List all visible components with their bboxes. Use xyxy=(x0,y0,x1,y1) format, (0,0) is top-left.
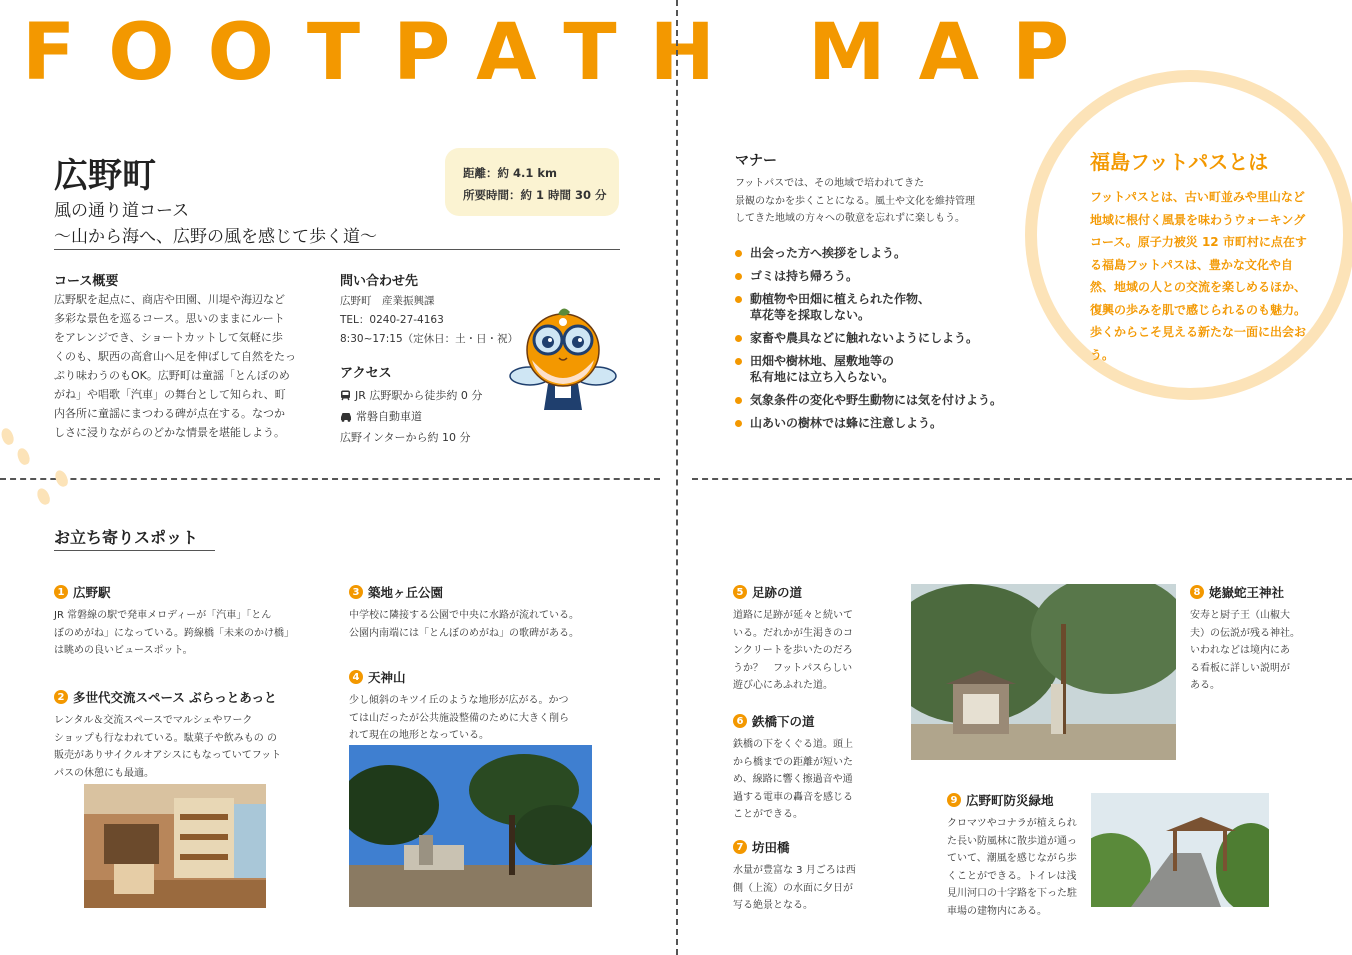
mascot-character xyxy=(508,300,618,418)
spot-title: 多世代交流スペース ぶらっとあっと xyxy=(73,690,277,705)
spot-title: 広野町防災緑地 xyxy=(966,793,1054,808)
course-subtitle: 〜山から海へ、広野の風を感じて歩く道〜 xyxy=(54,227,377,247)
fold-line-left xyxy=(0,478,660,480)
divider xyxy=(54,249,620,250)
page-title: FOOTPATH MAP xyxy=(22,8,1103,98)
spot-number: 3 xyxy=(349,585,363,599)
town-name: 広野町 xyxy=(54,156,156,196)
spot-item: 3 築地ヶ丘公園 中学校に隣接する公園で中央に水路が流れている。 公園内南端には「とんぼのめがね」の歌碑がある。 xyxy=(349,585,579,639)
access-train: JR 広野駅から徒歩約 0 分 xyxy=(355,389,483,402)
photo-green-belt xyxy=(1091,793,1269,907)
photo-tenjinyama xyxy=(349,745,592,907)
spots-heading: お立ち寄りスポット xyxy=(54,528,199,547)
bullet-icon xyxy=(735,358,742,365)
access-heading: アクセス xyxy=(340,366,392,381)
spot-item: 6 鉄橋下の道 鉄橋の下をくぐる道。頭上 から橋までの距離が短いた め、線路に響く擦過音や通 過する電車の轟音を感じる ことができる。 xyxy=(733,714,853,820)
bullet-icon xyxy=(735,397,742,404)
manners-intro: フットパスでは、その地域で培われてきた 景観のなかを歩くことになる。風土や文化を維持管理 してきた地域の方々への敬意を忘れずに楽しもう。 xyxy=(735,178,975,224)
manner-item: ゴミは持ち帰ろう。 xyxy=(735,268,1002,284)
spot-number: 2 xyxy=(54,690,68,704)
spot-number: 8 xyxy=(1190,585,1204,599)
bullet-icon xyxy=(735,273,742,280)
manners-list xyxy=(735,245,1002,438)
spot-item: 5 足跡の道 道路に足跡が延々と続いて いる。だれかが生渇きのコ ンクリートを歩いたのだろ うか？ フットパスらしい 遊び心にあふれた道。 xyxy=(733,585,853,691)
access-details xyxy=(340,385,482,448)
about-heading: 福島フットパスとは xyxy=(1090,150,1269,174)
spot-item: 9 広野町防災緑地 クロマツやコナラが植えられ た長い防風林に散歩道が通っ ていて、潮風を感じながら歩 くことができる。トイレは浅 見川河口の十字路を下った駐 車場の建物内にある。 xyxy=(947,793,1077,917)
about-text: フットパスとは、古い町並みや里山など地域に根付く風景を味わうウォーキングコース。原子力被災 12 市町村に点在する福島フットパスは、豊かな文化や自然、地域の人との交流を楽しめるほか、復興の歩みを肌で感じられるのも魅力。歩くからこそ見える新たな一面に出会おう。 xyxy=(1090,190,1307,362)
distance-box xyxy=(445,148,619,216)
contact-org: 広野町 産業振興課 xyxy=(340,295,435,307)
fold-line-right xyxy=(692,478,1352,480)
photo-plat-at xyxy=(84,784,266,908)
spots-underline xyxy=(54,550,215,551)
manner-item: 家畜や農具などに触れないようにしよう。 xyxy=(735,330,1002,346)
time-text: 所要時間：約 1 時間 30 分 xyxy=(463,188,607,202)
train-icon xyxy=(340,390,351,402)
spot-number: 9 xyxy=(947,793,961,807)
contact-details xyxy=(340,292,518,349)
contact-heading: 問い合わせ先 xyxy=(340,274,419,289)
spot-title: 姥嶽蛇王神社 xyxy=(1209,585,1285,600)
overview-text: 広野駅を起点に、商店や田園、川堤や海辺など 多彩な景色を巡るコース。思いのままにルート をアレンジでき、ショートカットして気軽に歩 くのも、駅西の高倉山へ足を伸ばして自然をたっ ぷり味わうのもOK。広野町は童謡「とんぼのめ がね」や唱歌「汽車」の舞台として知られ、町 内各所に童謡にまつわる碑が点在する。なつか しさに浸りながらのどかな情景を堪能しよう。 xyxy=(54,293,296,439)
distance-text: 距離：約 4.1 km xyxy=(463,166,558,180)
spot-number: 5 xyxy=(733,585,747,599)
spot-item: 8 姥嶽蛇王神社 安寿と厨子王（山椒大 夫）の伝説が残る神社。 いわれなどは境内にあ る看板に詳しい説明が ある。 xyxy=(1190,585,1300,691)
spot-number: 6 xyxy=(733,714,747,728)
overview-heading: コース概要 xyxy=(54,274,119,289)
spot-title: 広野駅 xyxy=(73,585,111,600)
manner-item: 田畑や樹林地、屋敷地等の 私有地には立ち入らない。 xyxy=(735,353,1002,385)
access-car: 常磐自動車道 xyxy=(356,410,422,423)
spot-title: 坊田橋 xyxy=(752,840,790,855)
spot-item: 1 広野駅 JR 常磐線の駅で発車メロディーが「汽車」「とん ぼのめがね」になっている。跨線橋「未来のかけ橋」 は眺めの良いビュースポット。 xyxy=(54,585,294,656)
manner-item: 動植物や田畑に植えられた作物、 草花等を採取しない。 xyxy=(735,291,1002,323)
spot-number: 7 xyxy=(733,840,747,854)
photo-shrine xyxy=(911,584,1176,760)
spot-title: 天神山 xyxy=(368,670,406,685)
access-car-2: 広野インターから約 10 分 xyxy=(340,431,471,444)
manner-item: 気象条件の変化や野生動物には気を付けよう。 xyxy=(735,392,1002,408)
manner-item: 山あいの樹林では蜂に注意しよう。 xyxy=(735,415,1002,431)
spot-item: 7 坊田橋 水量が豊富な 3 月ごろは西 側（上流）の水面に夕日が 写る絶景となる。 xyxy=(733,840,856,911)
car-icon xyxy=(340,411,352,422)
contact-hours: 8:30~17:15（定休日：土・日・祝） xyxy=(340,333,519,345)
spot-item: 2 多世代交流スペース ぶらっとあっと レンタル＆交流スペースでマルシェやワーク ショップも行なわれている。駄菓子や飲みもの の 販売がありサイクルオアシスにもなっていてフット パスの休憩にも最適。 xyxy=(54,690,282,779)
spot-number: 4 xyxy=(349,670,363,684)
spot-number: 1 xyxy=(54,585,68,599)
spot-title: 足跡の道 xyxy=(752,585,803,600)
bullet-icon xyxy=(735,296,742,303)
manner-item: 出会った方へ挨拶をしよう。 xyxy=(735,245,1002,261)
contact-tel[interactable]: TEL：0240-27-4163 xyxy=(340,314,444,326)
bullet-icon xyxy=(735,335,742,342)
manners-heading: マナー xyxy=(735,153,777,169)
course-name: 風の通り道コース xyxy=(54,201,190,221)
spot-title: 鉄橋下の道 xyxy=(752,714,815,729)
bullet-icon xyxy=(735,420,742,427)
bullet-icon xyxy=(735,250,742,257)
fold-line-vertical xyxy=(676,0,678,955)
spot-title: 築地ヶ丘公園 xyxy=(368,585,444,600)
spot-item: 4 天神山 少し傾斜のキツイ丘のような地形が広がる。かつ ては山だったが公共施設整備のために大きく削ら れて現在の地形となっている。 xyxy=(349,670,569,741)
